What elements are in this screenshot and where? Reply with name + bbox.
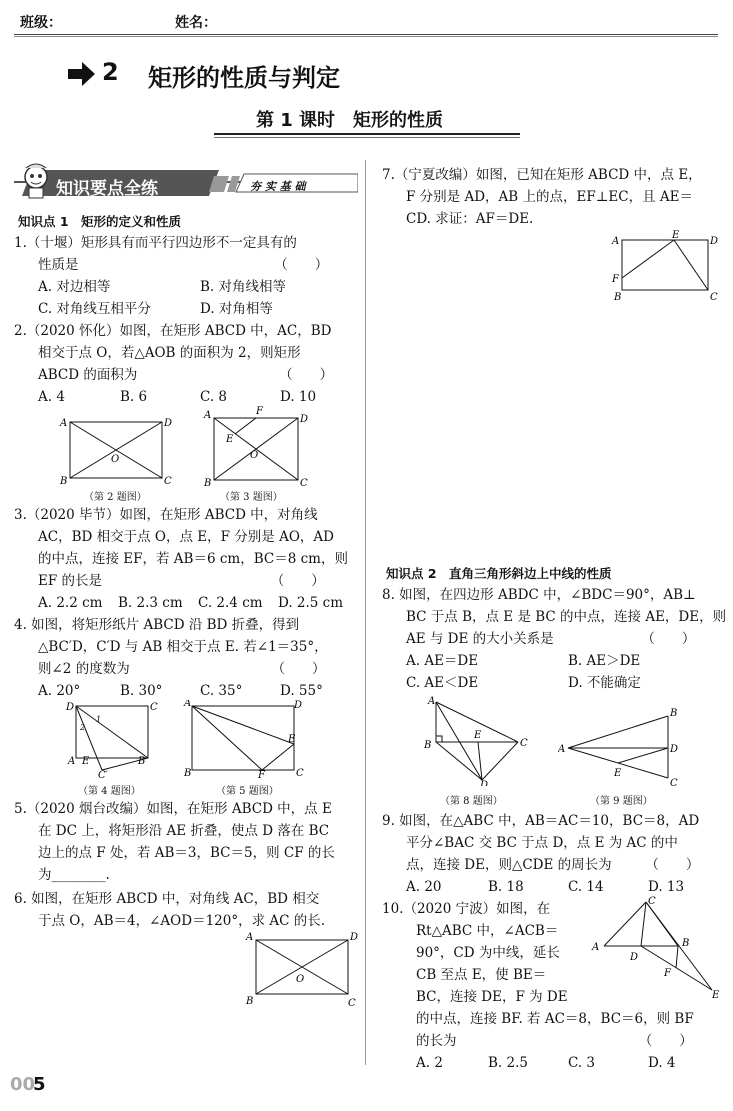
q10-option-d: D. 4 [648,1055,676,1071]
knowledge-point-2: 知识点 2 直角三角形斜边上中线的性质 [386,566,612,581]
svg-text:A: A [184,700,192,709]
q10-line-7: 的长为 （ ） [416,1033,693,1049]
q2-option-c: C. 8 [200,389,228,405]
svg-text:1: 1 [96,715,102,724]
svg-text:E: E [712,990,720,1000]
caption-q4: （第 4 题图） [78,786,141,797]
page-number-prefix: 00 [10,1074,36,1095]
q9-line-3: 点，连接 DE，则△CDE 的周长为 （ ） [406,857,700,873]
svg-text:O: O [250,450,259,461]
svg-text:D: D [294,700,303,711]
lesson-title: 第 1 课时 矩形的性质 [256,110,444,131]
q4-line-3: 则∠2 的度数为 （ ） [38,661,326,677]
figure-q3 [200,404,310,492]
svg-text:F: F [664,968,671,979]
q4-line-1: 4. 如图，将矩形纸片 ABCD 沿 BD 折叠，得到 [14,617,300,633]
svg-text:D: D [710,236,719,247]
q2-line-2: 相交于点 O，若△AOB 的面积为 2，则矩形 [38,345,301,361]
q10-line-6: 的中点，连接 BF. 若 AC＝8，BC＝6，则 BF [416,1011,694,1027]
q7-line-3: CD. 求证：AF＝DE. [406,211,534,227]
svg-text:C: C [520,738,528,749]
q3-line-4: EF 的长是 （ ） [38,573,325,589]
q8-line-1: 8. 如图，在四边形 ABDC 中，∠BDC＝90°，AB⊥ [382,587,696,603]
svg-text:F: F [258,770,265,780]
page-number: 5 [33,1074,46,1095]
caption-q2: （第 2 题图） [84,492,147,503]
q4-line-2: △BC′D，C′D 与 AB 相交于点 E. 若∠1＝35°， [38,639,328,655]
q10-line-1: 10.（2020 宁波）如图，在 [382,901,551,917]
q3-option-c: C. 2.4 cm [198,595,263,611]
q8-line-2: BC 于点 B，点 E 是 BC 的中点，连接 AE，DE，则 [406,609,727,625]
svg-text:E: E [288,734,296,745]
svg-text:C: C [648,896,656,907]
svg-text:C: C [670,778,678,786]
column-divider [365,160,366,1065]
q6-line-1: 6. 如图，在矩形 ABCD 中，对角线 AC，BD 相交 [14,891,320,907]
svg-text:A: A [60,418,68,429]
q9-option-b: B. 18 [488,879,524,895]
q10-option-b: B. 2.5 [488,1055,528,1071]
svg-text:A: A [68,756,76,767]
svg-text:D: D [630,952,639,963]
q1-line-2: 性质是 （ ） [38,257,329,273]
q2-option-b: B. 6 [120,389,148,405]
svg-text:B: B [60,476,68,487]
svg-text:E: E [82,756,90,767]
q1-line-1: 1.（十堰）矩形具有而平行四边形不一定具有的 [14,235,297,251]
figure-q5 [180,700,304,784]
q4-option-b: B. 30° [120,683,163,699]
q10-line-3: 90°，CD 为中线，延长 [416,945,560,961]
lesson-underline-2 [214,137,520,138]
q3-option-a: A. 2.2 cm [38,595,103,611]
q7-line-1: 7.（宁夏改编）如图，已知在矩形 ABCD 中，点 E， [382,167,702,183]
q10-line-4: CB 至点 E，使 BE＝ [416,967,547,983]
knowledge-point-1: 知识点 1 矩形的定义和性质 [18,214,182,229]
svg-text:B: B [138,756,146,767]
svg-text:2: 2 [80,723,86,732]
svg-text:F: F [256,406,263,417]
svg-text:D: D [670,744,679,755]
q10-line-2: Rt△ABC 中，∠ACB＝ [416,923,559,939]
q5-line-3: 边上的点 F 处，若 AB＝3，BC＝5，则 CF 的长 [38,845,335,861]
banner-tag: 夯 实 基 础 [250,180,306,193]
svg-text:B: B [184,768,192,779]
q8-option-d: D. 不能确定 [568,675,641,691]
q9-line-1: 9. 如图，在△ABC 中，AB＝AC＝10，BC＝8，AD [382,813,700,829]
svg-text:C: C [296,768,304,779]
svg-text:D: D [164,418,173,429]
mascot-icon [18,162,54,204]
svg-text:B: B [204,478,212,488]
q1-option-b: B. 对角线相等 [200,279,287,295]
svg-text:D: D [300,414,309,425]
q6-line-2: 于点 O，AB＝4，∠AOD＝120°，求 AC 的长. [38,913,326,929]
svg-text:A: A [592,942,600,953]
figure-q7 [606,228,726,312]
svg-text:B: B [614,292,622,303]
svg-text:D: D [350,932,359,943]
svg-text:O: O [296,974,305,985]
svg-text:D: D [480,780,489,786]
header-rule [14,34,718,35]
figure-q8 [420,696,530,790]
class-label: 班级： [20,15,62,31]
q2-line-1: 2.（2020 怀化）如图，在矩形 ABCD 中，AC，BD [14,323,332,339]
q10-option-c: C. 3 [568,1055,596,1071]
q3-option-b: B. 2.3 cm [118,595,183,611]
banner-title: 知识要点全练 [56,179,158,199]
svg-text:B: B [424,740,432,751]
q4-option-a: A. 20° [38,683,81,699]
svg-text:A: A [428,696,436,707]
caption-q9: （第 9 题图） [590,796,653,807]
caption-q8: （第 8 题图） [440,796,503,807]
caption-q3: （第 3 题图） [220,492,283,503]
figure-q10 [586,896,722,1004]
svg-text:A: A [246,932,254,943]
q4-option-c: C. 35° [200,683,243,699]
q8-option-b: B. AE＞DE [568,653,641,669]
q1-option-c: C. 对角线互相平分 [38,301,151,317]
q7-line-2: F 分别是 AD，AB 上的点，EF⊥EC，且 AE＝ [406,189,693,205]
q9-line-2: 平分∠BAC 交 BC 于点 D，点 E 为 AC 的中 [406,835,678,851]
q5-line-4: 为________. [38,867,110,883]
q9-option-c: C. 14 [568,879,604,895]
q9-option-d: D. 13 [648,879,685,895]
q1-option-d: D. 对角相等 [200,301,273,317]
section-arrow-icon [68,62,96,90]
svg-text:E: E [614,768,622,779]
svg-text:C: C [164,476,172,487]
q1-option-a: A. 对边相等 [38,279,111,295]
svg-text:E: E [474,730,482,741]
svg-text:B: B [682,938,690,949]
q8-option-a: A. AE＝DE [406,653,479,669]
q5-line-1: 5.（2020 烟台改编）如图，在矩形 ABCD 中，点 E [14,801,332,817]
svg-text:C: C [150,702,158,713]
svg-text:E: E [672,230,680,241]
q5-line-2: 在 DC 上，将矩形沿 AE 折叠，使点 D 落在 BC [38,823,330,839]
svg-text:C: C [348,998,356,1009]
svg-text:C′: C′ [98,770,108,780]
svg-text:A: A [558,744,566,755]
section-title: 矩形的性质与判定 [148,64,340,92]
caption-q5: （第 5 题图） [216,786,279,797]
q3-line-1: 3.（2020 毕节）如图，在矩形 ABCD 中，对角线 [14,507,318,523]
q3-line-3: 的中点，连接 EF，若 AB＝6 cm，BC＝8 cm，则 [38,551,348,567]
figure-q6 [244,930,360,1014]
q4-option-d: D. 55° [280,683,323,699]
q3-option-d: D. 2.5 cm [278,595,344,611]
name-label: 姓名： [175,15,217,31]
svg-text:B: B [670,708,678,719]
q2-option-d: D. 10 [280,389,317,405]
svg-text:A: A [612,236,620,247]
svg-text:A: A [204,410,212,421]
q8-option-c: C. AE＜DE [406,675,479,691]
q2-option-a: A. 4 [38,389,65,405]
header-rule-2 [14,36,718,37]
figure-q9 [558,706,688,790]
svg-text:B: B [246,996,254,1007]
svg-text:C: C [710,292,718,303]
q2-line-3: ABCD 的面积为 （ ） [38,367,334,383]
svg-text:C: C [300,478,308,488]
svg-text:F: F [612,274,619,285]
q10-line-5: BC，连接 DE，F 为 DE [416,989,568,1005]
svg-text:D: D [66,702,75,713]
q10-option-a: A. 2 [416,1055,443,1071]
svg-text:O: O [111,454,120,465]
section-number: 2 [102,58,119,86]
q3-line-2: AC，BD 相交于点 O，点 E，F 分别是 AO，AD [38,529,334,545]
q8-line-3: AE 与 DE 的大小关系是 （ ） [406,631,696,647]
svg-text:E: E [226,434,234,445]
q9-option-a: A. 20 [406,879,442,895]
figure-q4 [62,700,162,784]
figure-q2 [56,412,186,492]
lesson-underline [214,133,520,135]
